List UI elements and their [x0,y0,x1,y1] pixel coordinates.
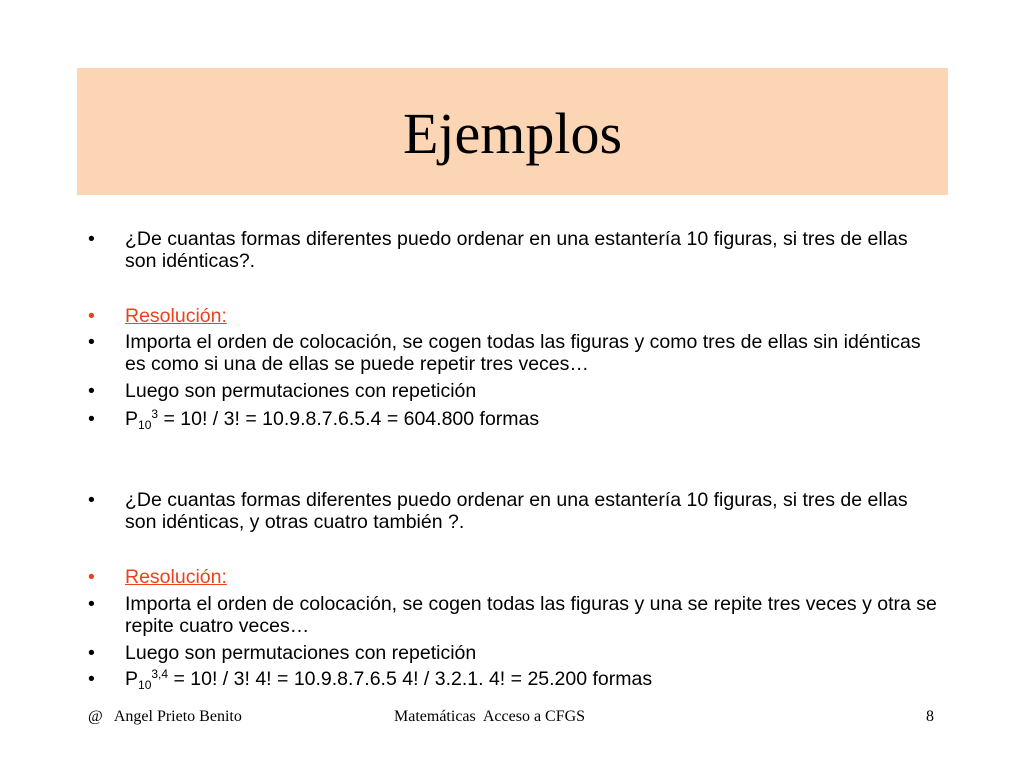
explanation-text: Importa el orden de colocación, se cogen todas las figuras y una se repite tres veces y otra se repite cuatro veces… [125,593,937,637]
footer-course: Matemáticas Acceso a CFGS [394,708,586,725]
list-item-question-1 [88,228,938,272]
conclusion-text: Luego son permutaciones con repetición [125,642,477,664]
formula-subscript: 10 [138,678,152,692]
list-item-conclusion-2 [88,642,938,664]
question-text: ¿De cuantas formas diferentes puedo ordenar en una estantería 10 figuras, si tres de ellas son idénticas?. [125,228,908,272]
list-item-conclusion-1 [88,380,938,402]
explanation-text: Importa el orden de colocación, se cogen todas las figuras y como tres de ellas sin idénticas es como si una de ellas se puede repetir tres veces… [125,331,921,375]
footer-page-number: 8 [926,708,934,725]
bullet-icon: • [88,642,95,664]
formula-superscript: 3,4 [151,667,169,681]
resolution-label: Resolución: [125,566,227,588]
formula [125,408,938,430]
formula-subscript: 10 [138,418,152,432]
bullet-icon: • [88,331,95,353]
title-band [77,68,948,195]
bullet-icon: • [88,380,95,402]
bullet-icon: • [88,489,95,511]
formula-superscript: 3 [151,407,159,421]
question-text: ¿De cuantas formas diferentes puedo ordenar en una estantería 10 figuras, si tres de ellas son idénticas, y otras cuatro también ?. [125,489,908,533]
list-item-formula-2 [88,668,938,690]
list-item-question-2 [88,489,938,533]
bullet-icon: • [88,566,95,588]
formula-rest: = 10! / 3! 4! = 10.9.8.7.6.5 4! / 3.2.1. 4! = 25.200 formas [168,668,653,690]
formula-rest: = 10! / 3! = 10.9.8.7.6.5.4 = 604.800 formas [158,408,540,430]
list-item-formula-1 [88,408,938,430]
list-item-resolution-1 [88,305,938,327]
bullet-icon: • [88,228,95,250]
list-item-explanation-2 [88,593,938,637]
formula-base: P [125,408,139,430]
bullet-icon: • [88,305,95,327]
bullet-icon: • [88,593,95,615]
formula-base: P [125,668,139,690]
list-item-resolution-2 [88,566,938,588]
formula [125,668,938,690]
bullet-icon: • [88,668,95,690]
slide-title: Ejemplos [402,100,623,166]
bullet-icon: • [88,408,95,430]
conclusion-text: Luego son permutaciones con repetición [125,380,477,402]
list-item-explanation-1 [88,331,938,375]
resolution-label: Resolución: [125,305,227,327]
footer-author: @ Angel Prieto Benito [88,708,242,725]
